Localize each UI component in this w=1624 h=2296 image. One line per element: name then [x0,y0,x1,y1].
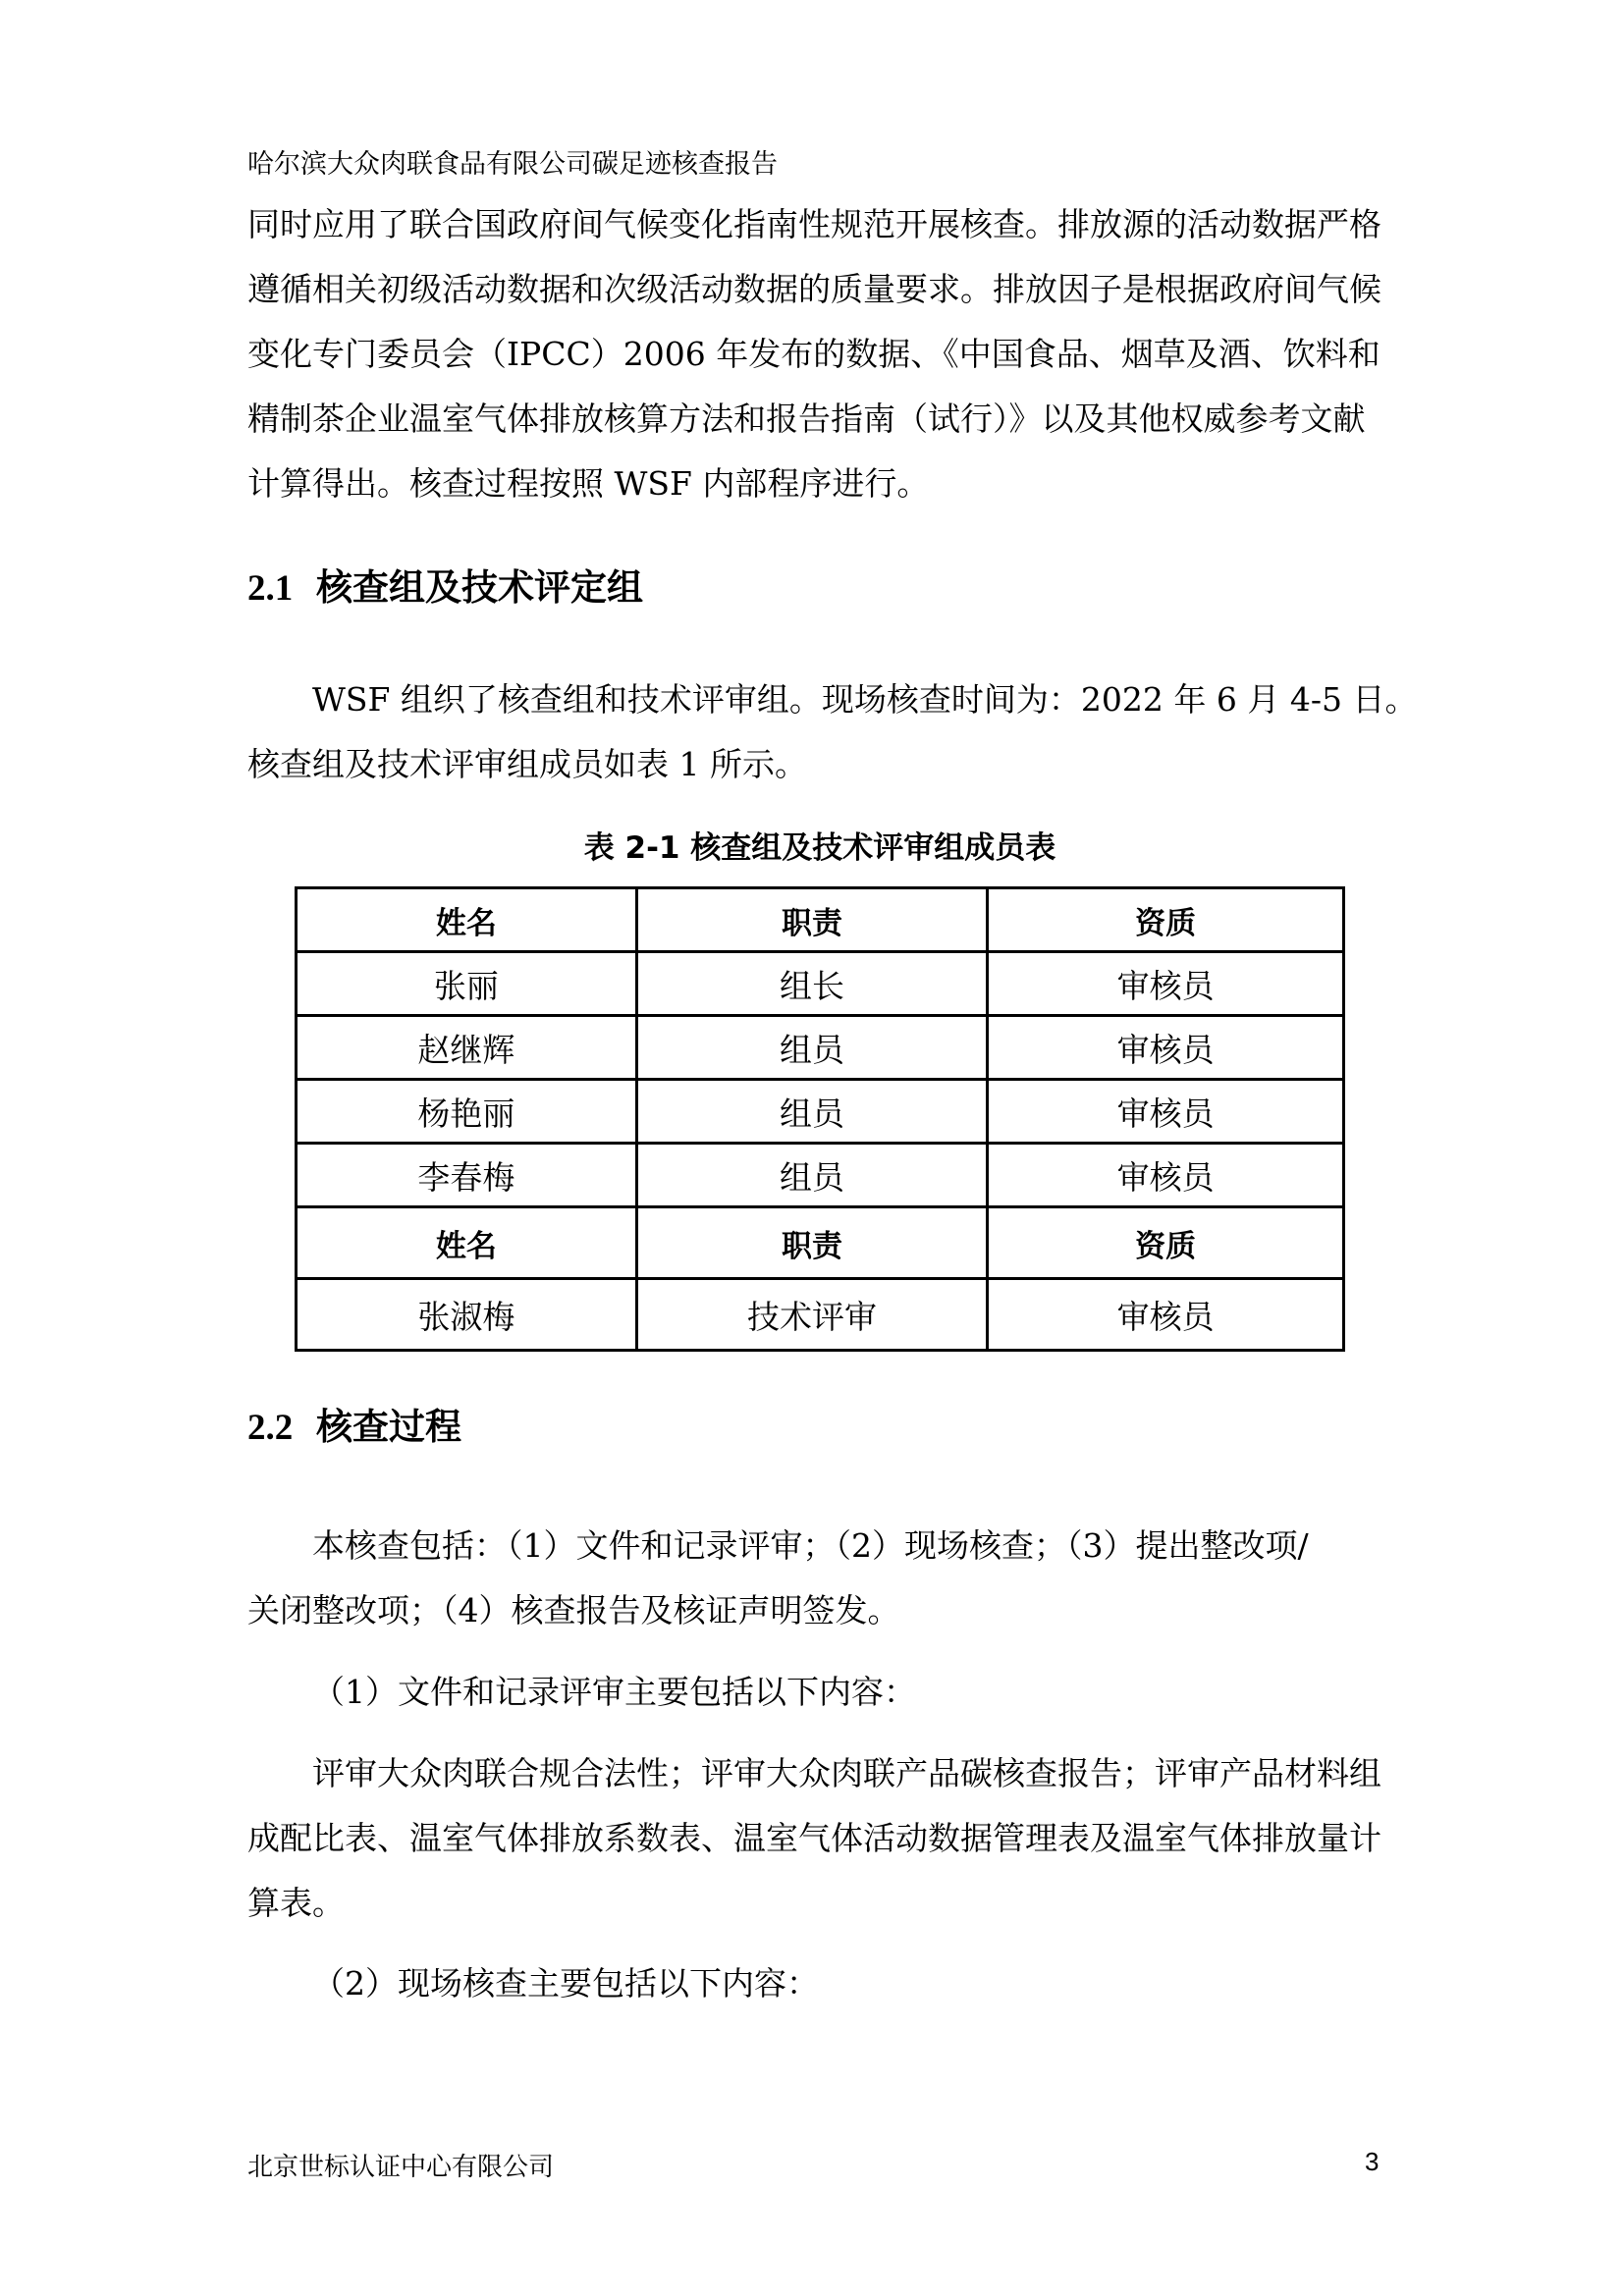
page-header: 哈尔滨大众肉联食品有限公司碳足迹核查报告 [247,149,778,180]
table-row [297,952,1344,1016]
column-header-name: 姓名 [297,1207,637,1279]
paragraph-line: 本核查包括：（1）文件和记录评审；（2）现场核查；（3）提出整改项/ [312,1526,1309,1565]
paragraph-line: 成配比表、温室气体排放系数表、温室气体活动数据管理表及温室气体排放量计 [247,1819,1381,1857]
table-cell: 张丽 [297,952,637,1016]
table-cell: 组员 [636,1080,987,1144]
intro-line: 同时应用了联合国政府间气候变化指南性规范开展核查。排放源的活动数据严格 [247,205,1381,243]
section-title: 核查过程 [316,1406,461,1448]
paragraph-line: 算表。 [247,1884,345,1922]
table-row [297,1144,1344,1207]
intro-paragraph [247,192,1386,516]
table-cell: 赵继辉 [297,1016,637,1080]
section-number: 2.2 [247,1408,294,1448]
section-2-1-paragraph [247,667,1418,797]
section-heading-2-1 [247,558,643,611]
table-row [297,1016,1344,1080]
table-cell: 审核员 [988,1279,1344,1351]
footer-company: 北京世标认证中心有限公司 [247,2153,555,2182]
section-2-2-paragraph-3 [247,1741,1386,1936]
section-number: 2.1 [247,568,294,609]
paragraph-line: 核查组及技术评审组成员如表 1 所示。 [247,745,807,783]
paragraph-line: （1）文件和记录评审主要包括以下内容： [312,1673,916,1711]
table-row [297,1080,1344,1144]
paragraph-line: 评审大众肉联合规合法性；评审大众肉联产品碳核查报告；评审产品材料组 [312,1754,1381,1792]
table-caption: 表 2-1 核查组及技术评审组成员表 [583,830,1056,866]
paragraph-line: WSF 组织了核查组和技术评审组。现场核查时间为：2022 年 6 月 4-5 日。 [312,680,1418,719]
intro-line: 精制茶企业温室气体排放核算方法和报告指南（试行）》以及其他权威参考文献 [247,400,1366,438]
table-cell: 李春梅 [297,1144,637,1207]
table-cell: 技术评审 [636,1279,987,1351]
intro-line: 遵循相关初级活动数据和次级活动数据的质量要求。排放因子是根据政府间气候 [247,270,1381,308]
members-table [295,886,1345,1352]
table-cell: 组长 [636,952,987,1016]
table-cell: 张淑梅 [297,1279,637,1351]
section-2-2-paragraph-4 [247,1951,1386,2016]
intro-line: 计算得出。核查过程按照 WSF 内部程序进行。 [247,464,930,503]
paragraph-line: （2）现场核查主要包括以下内容： [312,1964,819,2002]
table-cell: 组员 [636,1016,987,1080]
column-header-role: 职责 [636,888,987,952]
table-cell: 杨艳丽 [297,1080,637,1144]
table-header-row [297,888,1344,952]
table-header-row [297,1207,1344,1279]
column-header-qualification: 资质 [988,888,1344,952]
table-cell: 审核员 [988,952,1344,1016]
table-cell: 审核员 [988,1144,1344,1207]
table-row [297,1279,1344,1351]
table-cell: 审核员 [988,1016,1344,1080]
section-2-2-paragraph-1 [247,1514,1386,1643]
column-header-qualification: 资质 [988,1207,1344,1279]
section-2-2-paragraph-2 [247,1660,1386,1725]
section-title: 核查组及技术评定组 [316,566,643,609]
column-header-role: 职责 [636,1207,987,1279]
intro-line: 变化专门委员会（IPCC）2006 年发布的数据、《中国食品、烟草及酒、饮料和 [247,335,1380,373]
table-cell: 组员 [636,1144,987,1207]
section-heading-2-2 [247,1397,461,1450]
page-number: 3 [1365,2147,1380,2176]
paragraph-line: 关闭整改项；（4）核查报告及核证声明签发。 [247,1591,900,1629]
table-cell: 审核员 [988,1080,1344,1144]
column-header-name: 姓名 [297,888,637,952]
